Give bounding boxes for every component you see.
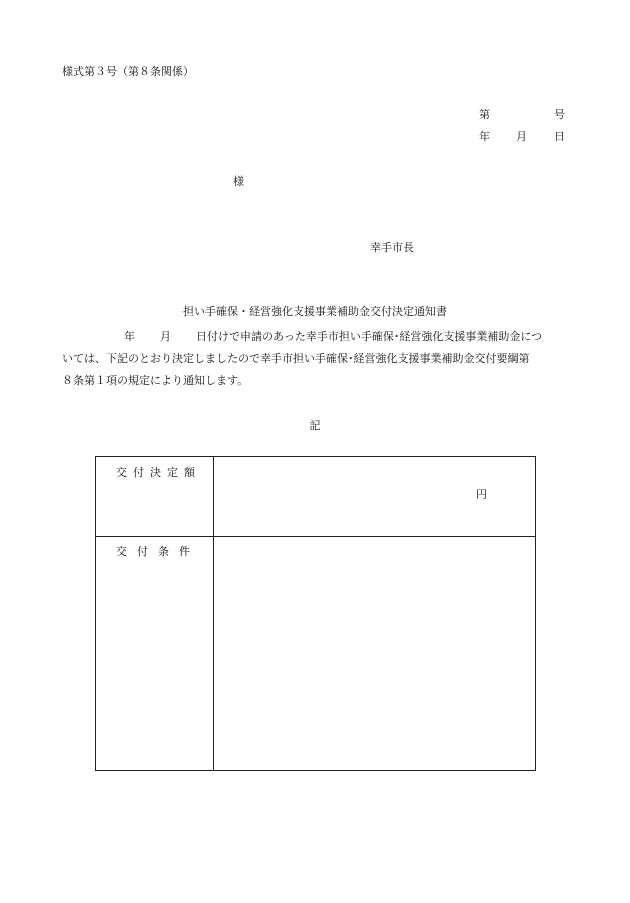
date-month-label: 月 (516, 130, 527, 143)
date-year-label: 年 (479, 130, 490, 143)
grant-decision-table (95, 456, 536, 771)
body-month-label: 月 (160, 330, 171, 343)
body-year-label: 年 (124, 330, 135, 343)
table-column-divider (213, 457, 214, 770)
issuer-name: 幸手市長 (370, 241, 414, 254)
grant-amount-label: 交付決定額 (116, 466, 201, 479)
table-row-divider (96, 536, 535, 537)
document-number-prefix: 第 (479, 108, 490, 121)
yen-unit: 円 (476, 488, 487, 501)
form-number: 様式第３号（第８条関係） (62, 65, 194, 78)
document-number-suffix: 号 (554, 108, 565, 121)
body-line-1-text: 日付けで申請のあった幸手市担い手確保･経営強化支援事業補助金につ (196, 330, 543, 343)
body-line-1 (62, 326, 592, 348)
notice-body (62, 326, 592, 392)
addressee-honorific: 様 (233, 175, 244, 188)
ki-heading: 記 (309, 419, 321, 432)
body-line-3: ８条第１項の規定により通知します。 (62, 374, 249, 387)
body-line-2: いては、下記のとおり決定しましたので幸手市担い手確保･経営強化支援事業補助金交付要綱第 (62, 352, 530, 365)
date-day-label: 日 (554, 130, 565, 143)
document-title: 担い手確保・経営強化支援事業補助金交付決定通知書 (183, 305, 447, 318)
grant-conditions-label: 交付条件 (116, 545, 200, 558)
